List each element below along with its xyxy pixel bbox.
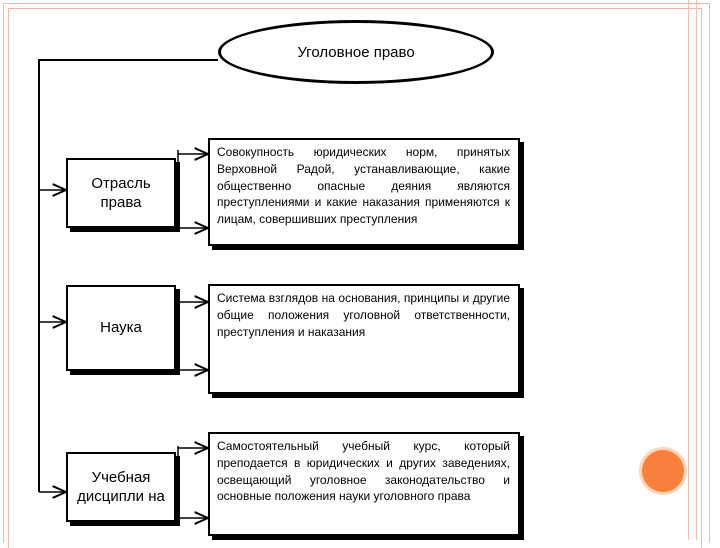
description-box-nauka xyxy=(208,284,520,394)
title-ellipse xyxy=(218,20,494,84)
category-box-uchebnaya xyxy=(66,452,176,522)
category-label: Учебная дисципли на xyxy=(77,468,165,505)
description-box-uchebnaya xyxy=(208,432,520,536)
description-box-otrasl xyxy=(208,138,520,246)
category-box-nauka xyxy=(66,285,176,371)
spine-line xyxy=(39,60,218,492)
category-label: Наука xyxy=(100,319,142,337)
description-text: Система взглядов на основания, принципы и другие общие положения уголовной ответственности, преступления и наказания xyxy=(217,291,510,339)
category-box-otrasl xyxy=(66,158,176,228)
description-text: Самостоятельный учебный курс, который преподается в юридических и других заведениях, освещающий уголовное законодательство и основные положения науки уголовного права xyxy=(217,439,510,504)
diagram-title: Уголовное право xyxy=(297,43,415,61)
category-label: Отрасль права xyxy=(91,174,151,211)
description-text: Совокупность юридических норм, принятых Верховной Радой, устанавливающие, какие общественно опасные деяния являются преступлениями и какие наказания применяются к лицам, совершивших преступления xyxy=(217,145,510,227)
